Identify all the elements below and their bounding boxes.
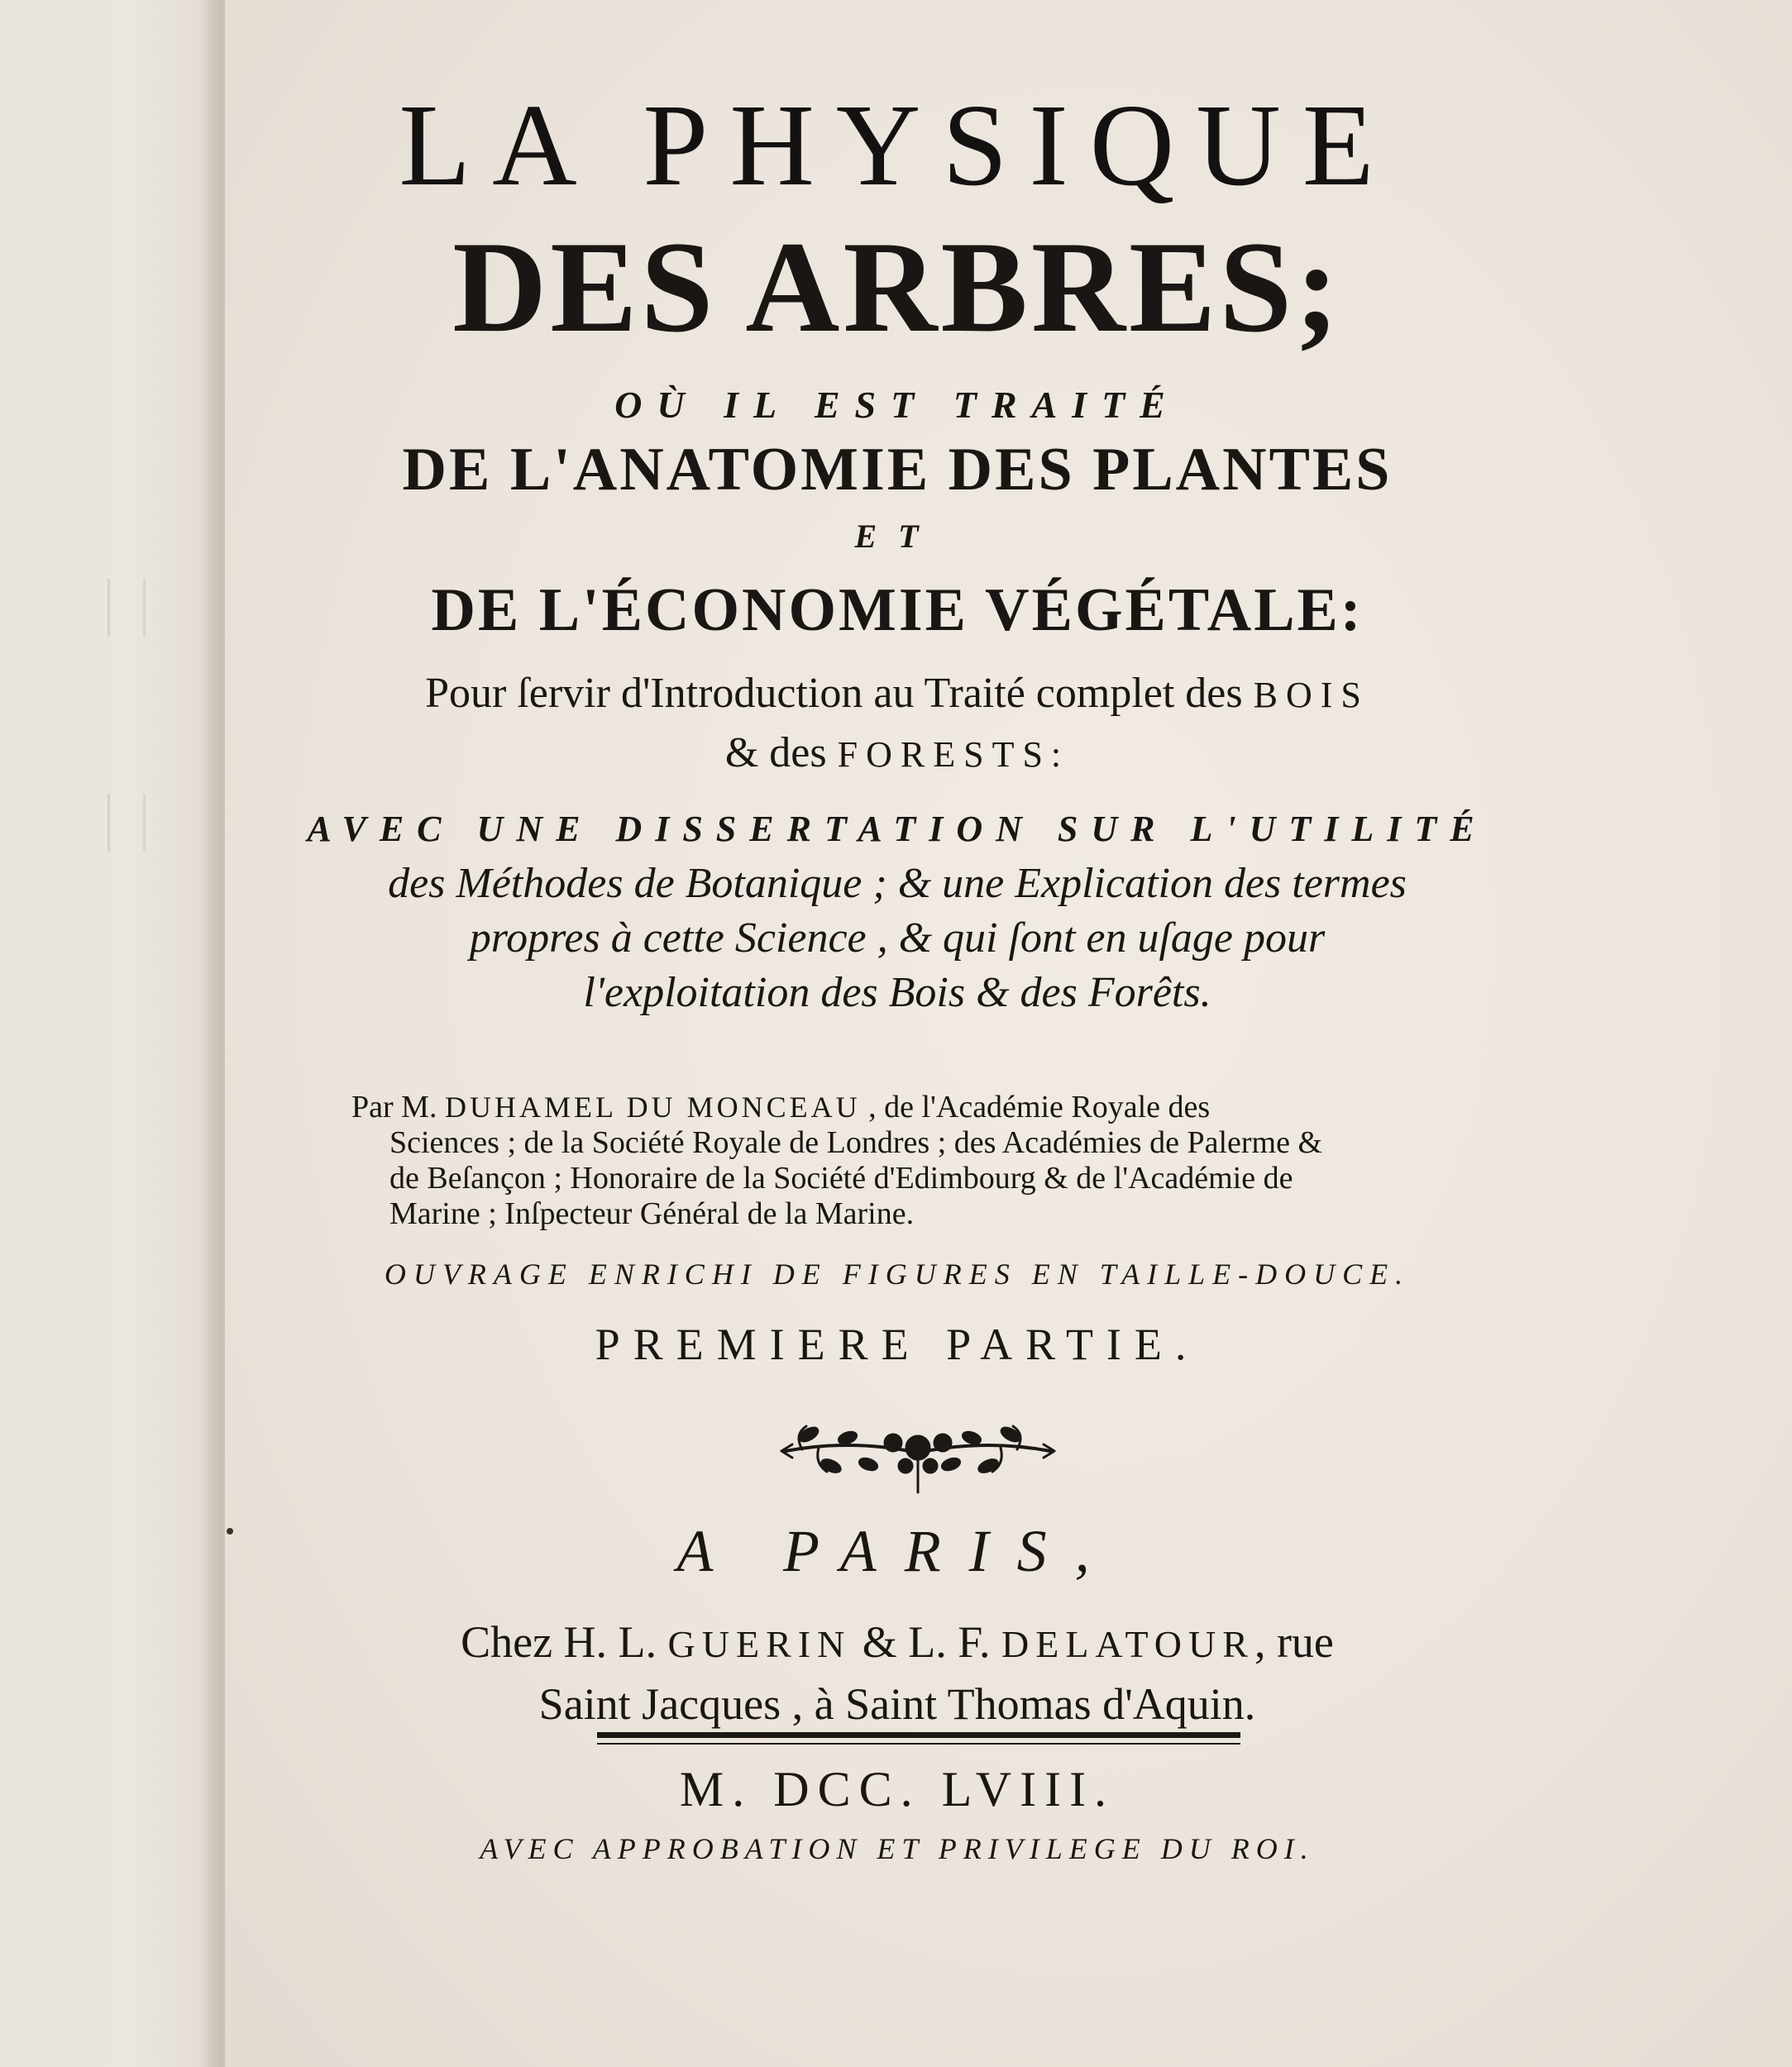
thick-rule [597,1732,1240,1738]
subtitle-ou-il-est-traite: OÙ IL EST TRAITÉ [614,384,1180,426]
dissertation-line-2: des Méthodes de Botanique ; & une Explication des termes [388,860,1407,907]
subtitle-et: ET [854,518,940,555]
floral-fleuron-icon [769,1401,1067,1501]
bleed-through-mark [108,794,146,852]
dissertation-line-4: l'exploitation des Bois & des Forêts. [583,969,1211,1016]
imprint-rue: , rue [1254,1617,1334,1667]
subtitle-anatomie: DE L'ANATOMIE DES PLANTES [402,436,1393,504]
imprint-chez: Chez H. L. [461,1617,657,1667]
author-line-4: Marine ; Inſpecteur Général de la Marine. [389,1196,915,1231]
bleed-through-mark [108,579,146,637]
imprint-publisher-line-1 [289,1612,1505,1674]
thin-rule [597,1743,1240,1745]
author-name: DUHAMEL DU MONCEAU [444,1091,861,1124]
ink-spot [227,1528,233,1535]
title-block [289,79,1505,1020]
purpose-text-2: & des [724,729,827,776]
author-line-1-rest: , de l'Académie Royale des [868,1090,1211,1124]
imprint-address: Saint Jacques , à Saint Thomas d'Aquin. [538,1679,1256,1729]
dissertation-line-1: AVEC UNE DISSERTATION SUR L'UTILITÉ [307,809,1488,849]
purpose-smallcaps-bois: BOIS [1253,675,1369,715]
imprint-city: A PARIS, [676,1518,1118,1584]
privilege-line: AVEC APPROBATION ET PRIVILEGE DU ROI. [480,1832,1315,1865]
author-par: Par M. [351,1090,437,1124]
purpose-text-1: Pour ſervir d'Introduction au Traité complet des [425,670,1243,717]
subtitle-economie: DE L'ÉCONOMIE VÉGÉTALE: [431,576,1364,644]
partie-line: PREMIERE PARTIE. [595,1320,1200,1369]
left-page [0,0,217,2067]
imprint-year: M. DCC. LVIII. [679,1762,1116,1816]
author-line-1 [351,1090,1484,1125]
author-line-3: de Beſançon ; Honoraire de la Société d'Edimbourg & de l'Académie de [389,1161,1293,1196]
imprint-mid: & L. F. [862,1617,991,1667]
purpose-smallcaps-forests: FORESTS: [837,734,1070,775]
dissertation-line-3: propres à cette Science , & qui ſont en uſage pour [469,914,1326,962]
purpose-line-2 [289,724,1505,784]
ouvrage-line: OUVRAGE ENRICHI DE FIGURES EN TAILLE-DOUCE. [384,1258,1411,1291]
imprint-publisher [289,1612,1505,1734]
imprint-guerin: GUERIN [667,1623,852,1665]
author-paragraph [351,1090,1484,1232]
author-line-2: Sciences ; de la Société Royale de Londres ; des Académies de Palerme & [389,1125,1323,1160]
main-title-line-2: DES ARBRES; [452,215,1342,360]
main-title-line-1: LA PHYSIQUE [399,79,1396,210]
imprint-delatour: DELATOUR [1001,1623,1254,1665]
purpose-line-1 [289,665,1505,724]
